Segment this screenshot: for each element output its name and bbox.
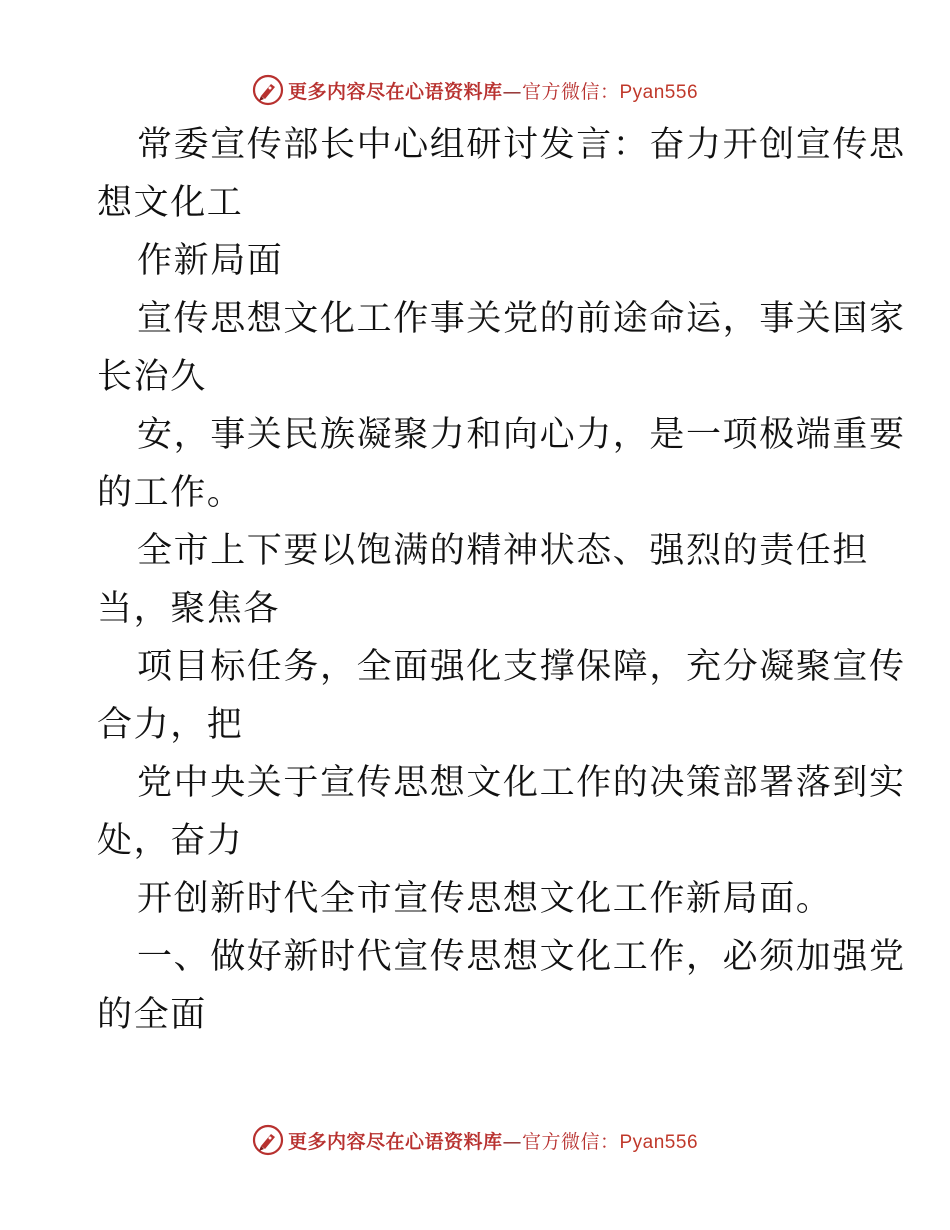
text-line: 合力，把 xyxy=(97,705,244,745)
pen-nib-logo-icon xyxy=(252,74,284,106)
text-line: 的工作。 xyxy=(97,473,244,513)
banner-dash: — xyxy=(502,1130,522,1153)
banner-wechat-label: 官方微信： xyxy=(521,1130,620,1153)
banner-dash: — xyxy=(502,80,522,103)
text-line: 开创新时代全市宣传思想文化工作新局面。 xyxy=(137,879,833,919)
document-body xyxy=(97,116,906,1044)
text-line: 当，聚焦各 xyxy=(97,589,281,629)
text-line: 宣传思想文化工作事关党的前途命运，事关国家 xyxy=(137,299,906,339)
pen-nib-logo-icon xyxy=(252,1124,284,1156)
banner-wechat-label: 官方微信： xyxy=(521,80,620,103)
text-line: 长治久 xyxy=(97,357,207,397)
text-line: 项目标任务，全面强化支撑保障，充分凝聚宣传 xyxy=(137,647,906,687)
footer-banner xyxy=(0,1120,950,1160)
text-line: 党中央关于宣传思想文化工作的决策部署落到实 xyxy=(137,763,906,803)
text-line: 处，奋力 xyxy=(97,821,244,861)
text-line: 作新局面 xyxy=(137,241,284,281)
header-banner xyxy=(0,70,950,110)
text-line: 全市上下要以饱满的精神状态、强烈的责任担 xyxy=(137,531,870,571)
text-line: 常委宣传部长中心组研讨发言：奋力开创宣传思 xyxy=(137,125,906,165)
text-line: 的全面 xyxy=(97,995,207,1035)
banner-wechat-id: Pyan556 xyxy=(619,1131,699,1153)
banner-main-text: 更多内容尽在心语资料库 xyxy=(287,80,503,103)
text-line: 想文化工 xyxy=(97,183,244,223)
banner-main-text: 更多内容尽在心语资料库 xyxy=(287,1130,503,1153)
text-line: 一、做好新时代宣传思想文化工作，必须加强党 xyxy=(137,937,906,977)
banner-wechat-id: Pyan556 xyxy=(619,81,699,103)
text-line: 安，事关民族凝聚力和向心力，是一项极端重要 xyxy=(137,415,906,455)
